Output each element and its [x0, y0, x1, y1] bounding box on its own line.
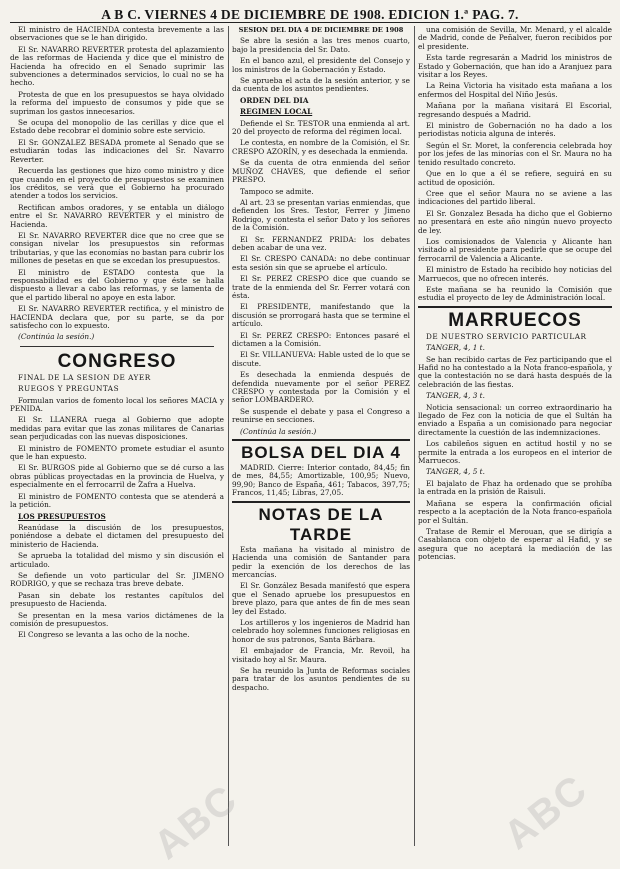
marruecos-subheading: DE NUESTRO SERVICIO PARTICULAR	[426, 331, 587, 341]
paragraph: Esta mañana ha visitado al ministro de Hacienda una comisión de Santander para pedir la exención de los derechos de las mercancías.	[232, 544, 410, 579]
paragraph: Se defiende un voto particular del Sr. JIMENO RODRIGO, y que se rechaza tras breve debate.	[10, 570, 224, 589]
paragraph: El ministro de ESTADO contesta que la responsabilidad es del Gobierno y que éste se halla dispuesto a llevar a cabo las reformas, y se lamenta de que el partido liberal no apoye en esta labor.	[10, 267, 224, 302]
column-divider	[414, 26, 415, 846]
paragraph: El Sr. PEREZ CRESPO dice que cuando se trate de la enmienda del Sr. Ferrer votará con ésta.	[232, 274, 410, 300]
paragraph: El Sr. NAVARRO REVERTER rectifica, y el ministro de HACIENDA declara que, por su parte, se da por satisfecho con lo expuesto.	[10, 304, 224, 330]
header-rule	[10, 22, 610, 23]
paragraph: El ministro de HACIENDA contesta brevemente a las observaciones que se le han dirigido.	[10, 26, 224, 43]
continuation-note: (Continúa la sesión.)	[18, 332, 95, 342]
session-date: SESION DEL DIA 4 DE DICIEMBRE DE 1908	[238, 26, 404, 34]
ruegos-subheading: RUEGOS Y PREGUNTAS	[18, 384, 120, 394]
paragraph: El Sr. NAVARRO REVERTER protesta del aplazamiento de las reformas de Hacienda y dice que el ministro de Hacienda ha ofrecido en el Senado suprimir las subvenciones a determinados servicios, lo cual no se ha hecho.	[10, 44, 224, 88]
congreso-heading: CONGRESO	[57, 350, 177, 372]
paragraph: Se ocupa del monopolio de las cerillas y dice que el Estado debe recobrar el dominio sobre este servicio.	[10, 118, 224, 136]
paragraph: El embajador de Francia, Mr. Revoil, ha visitado hoy al Sr. Maura.	[232, 646, 410, 664]
paragraph: El Sr. PEREZ CRESPO: Entonces pasaré el dictamen a la Comisión.	[232, 330, 410, 348]
paragraph: Tampoco se admite.	[240, 186, 314, 196]
paragraph: Se han recibido cartas de Fez participando que el Hafid no ha contestado a la Nota franco-española, y que la contestación no se dará hasta después de la celebración de las fiestas.	[418, 354, 612, 389]
paragraph: El Sr. GONZALEZ BESADA promete al Senado que se estudiarán todas las indicaciones del Sr. Navarro Reverter.	[10, 137, 224, 164]
paragraph: Los cabileños siguen en actitud hostil y no se permite la entrada a los europeos en el interior de Marruecos.	[418, 439, 612, 466]
paragraph: Al art. 23 se presentan varias enmiendas, que defienden los Sres. Testor, Ferrer y Jimeno Rodrigo, y contesta el señor Dato y los señores de la Comisión.	[232, 197, 410, 233]
header-text: A B C. VIERNES 4 DE DICIEMBRE DE 1908. EDICION 1.ª PAG. 7.	[101, 7, 519, 22]
dateline: TANGER, 4, 1 t.	[426, 343, 485, 353]
paragraph: El Sr. FERNANDEZ PRIDA: los debates deben acabar de una vez.	[232, 234, 410, 252]
paragraph: Se da cuenta de otra enmienda del señor MUÑOZ CHAVES, que defiende el señor PRESPO.	[232, 158, 410, 185]
paragraph: El Sr. Gonzalez Besada ha dicho que el Gobierno no presentará en este año ningún nuevo proyecto de ley.	[418, 208, 612, 235]
paragraph: Se presentan en la mesa varios dictámenes de la comisión de presupuestos.	[10, 610, 224, 628]
marruecos-heading: MARRUECOS	[418, 306, 612, 332]
paragraph: El Sr. BURGOS pide al Gobierno que se dé curso a las obras públicas proyectadas en la provincia de Huelva, y especialmente en el ferrocarril de Zafra a Huelva.	[10, 463, 224, 490]
paragraph: Noticia sensacional: un correo extraordinario ha llegado de Fez con la noticia de que el Sultán ha enviado a España a un comisionado para negociar directamente la cuestión de las indemnizaciones.	[418, 402, 612, 437]
paragraph: Tratase de Remir el Merouan, que se dirigía a Casablanca con objeto de esperar al Hafid, y se asegura que no aceptará la mediación de las potencias.	[418, 526, 612, 562]
column-right	[418, 26, 612, 848]
column-left	[10, 26, 224, 848]
paragraph: Mañana se espera la confirmación oficial respecto a la aceptación de la Nota franco-española por el Sultán.	[418, 498, 612, 525]
paragraph: El bajalato de Fhaz ha ordenado que se prohíba la entrada en la prisión de Raisuli.	[418, 478, 612, 497]
paragraph: Cree que el señor Maura no se aviene a las indicaciones del partido liberal.	[418, 188, 612, 207]
paragraph: Protesta de que en los presupuestos se haya olvidado la reforma del impuesto de consumos y pide que se supriman los gastos innecesarios.	[10, 89, 224, 116]
paragraph: Esta tarde regresarán a Madrid los ministros de Estado y Gobernación, que han ido a Aranjuez para visitar a los Reyes.	[418, 53, 612, 80]
paragraph: En el banco azul, el presidente del Consejo y los ministros de la Gobernación y Estado.	[232, 56, 410, 74]
orden-heading: ORDEN DEL DIA	[240, 95, 309, 105]
paragraph: Mañana por la mañana visitará El Escorial, regresando después a Madrid.	[418, 101, 612, 119]
watermark-logo: ABC	[145, 776, 247, 868]
section-rule	[20, 346, 214, 347]
paragraph: Que en lo que a él se refiere, seguirá en su actitud de oposición.	[418, 169, 612, 187]
paragraph: El Sr. CRESPO CANADA: no debe continuar esta sesión sin que se apruebe el artículo.	[232, 254, 410, 272]
paragraph: Se aprueba el acta de la sesión anterior, y se da cuenta de los asuntos pendientes.	[232, 76, 410, 94]
page-header	[0, 4, 620, 24]
paragraph: Se ha reunido la Junta de Reformas sociales para tratar de los asuntos pendientes de su despacho.	[232, 665, 410, 692]
continuation-note: (Continúa la sesión.)	[240, 426, 317, 436]
paragraph: El ministro de Estado ha recibido hoy noticias del Marruecos, que no ofrecen interés.	[418, 265, 612, 283]
paragraph: Pasan sin debate los restantes capítulos del presupuesto de Hacienda.	[10, 590, 224, 609]
paragraph: El Sr. VILLANUEVA: Hable usted de lo que se discute.	[232, 350, 410, 368]
paragraph: Según el Sr. Moret, la conferencia celebrada hoy por los jefes de las minorías con el Sr. Maura no ha tenido resultado concreto.	[418, 140, 612, 167]
congreso-subheading: FINAL DE LA SESION DE AYER	[18, 372, 151, 382]
paragraph: Le contesta, en nombre de la Comisión, el Sr. CRESPO AZORÍN, y es desechada la enmienda.	[232, 138, 410, 156]
paragraph: Se abre la sesión a las tres menos cuarto, bajo la presidencia del Sr. Dato.	[232, 36, 410, 54]
paragraph: Recuerda las gestiones que hizo como ministro y dice que cuando en el proyecto de presupuestos se examinen los créditos, se verá que el Gobierno ha procurado atender a todos los servicios.	[10, 166, 224, 201]
paragraph: Defiende el Sr. TESTOR una enmienda al art. 20 del proyecto de reforma del régimen local.	[232, 118, 410, 137]
paragraph: Rectifican ambos oradores, y se entabla un diálogo entre el Sr. NAVARRO REVERTER y el ministro de Hacienda.	[10, 202, 224, 229]
paragraph: Reanúdase la discusión de los presupuestos, poniéndose a debate el dictamen del presupuesto del ministerio de Hacienda.	[10, 522, 224, 549]
paragraph: El PRESIDENTE, manifestando que la discusión se prorrogará hasta que se termine el artículo.	[232, 302, 410, 329]
paragraph: Este mañana se ha reunido la Comisión que estudia el proyecto de ley de Administración local.	[418, 284, 612, 303]
watermark-logo: ABC	[495, 766, 597, 858]
paragraph: El Sr. NAVARRO REVERTER dice que no cree que se consigan nivelar los presupuestos sin reformas tributarias, y que las economías no bastan para cubrir los millones de pesetas en que se excedan los presupuestos.	[10, 230, 224, 266]
paragraph: El Sr. González Besada manifestó que espera que el Senado apruebe los presupuestos en breve plazo, para que antes de fin de mes sean ley del Estado.	[232, 581, 410, 616]
paragraph: El Sr. LLANERA ruega al Gobierno que adopte medidas para evitar que las zonas militares de Canarias sean perjudicadas con las nuevas disposiciones.	[10, 415, 224, 442]
column-divider	[228, 26, 229, 846]
paragraph: El Congreso se levanta a las ocho de la noche.	[18, 630, 190, 640]
regimen-heading: REGIMEN LOCAL	[240, 107, 313, 117]
paragraph: El ministro de FOMENTO contesta que se atenderá a la petición.	[10, 491, 224, 510]
paragraph: La Reina Victoria ha visitado esta mañana a los enfermos del Hospital del Niño Jesús.	[418, 81, 612, 99]
paragraph: Es desechada la enmienda después de defendida nuevamente por el señor PEREZ CRESPO y contestada por la Comisión y el señor LOMBARDERO.	[232, 370, 410, 405]
dateline: TANGER, 4, 3 t.	[426, 391, 485, 401]
bolsa-quotes: MADRID. Cierre: Interior contado, 84,45; fin de mes, 84,55; Amortizable, 100,95; Nuevo, 99,90; Banco de España, 461; Tabacos, 397,75; Francos, 11,45; Libras, 27,05.	[232, 463, 410, 498]
paragraph: Los comisionados de Valencia y Alicante han visitado al presidente para pedirle que se ocupe del ferrocarril de Valencia a Alicante.	[418, 236, 612, 263]
notas-heading: NOTAS DE LA TARDE	[232, 501, 410, 545]
paragraph: El ministro de Gobernación no ha dado a los periodistas noticia alguna de interés.	[418, 121, 612, 139]
column-middle	[232, 26, 410, 848]
paragraph: El ministro de FOMENTO promete estudiar el asunto que le han expuesto.	[10, 443, 224, 462]
presupuestos-heading: LOS PRESUPUESTOS	[18, 511, 106, 521]
paragraph: una comisión de Sevilla, Mr. Menard, y el alcalde de Madrid, conde de Peñalver, fueron recibidos por el presidente.	[418, 26, 612, 51]
paragraph: Formulan varios de fomento local los señores MACIA y PENIDA.	[10, 395, 224, 414]
paragraph: Se aprueba la totalidad del mismo y sin discusión el articulado.	[10, 551, 224, 569]
paragraph: Los artilleros y los ingenieros de Madrid han celebrado hoy solemnes funciones religiosas en honor de sus patronos, Santa Bárbara.	[232, 617, 410, 644]
paragraph: Se suspende el debate y pasa el Congreso a reunirse en secciones.	[232, 406, 410, 425]
bolsa-heading: BOLSA DEL DIA 4	[232, 439, 410, 463]
dateline: TANGER, 4, 5 t.	[426, 467, 485, 477]
